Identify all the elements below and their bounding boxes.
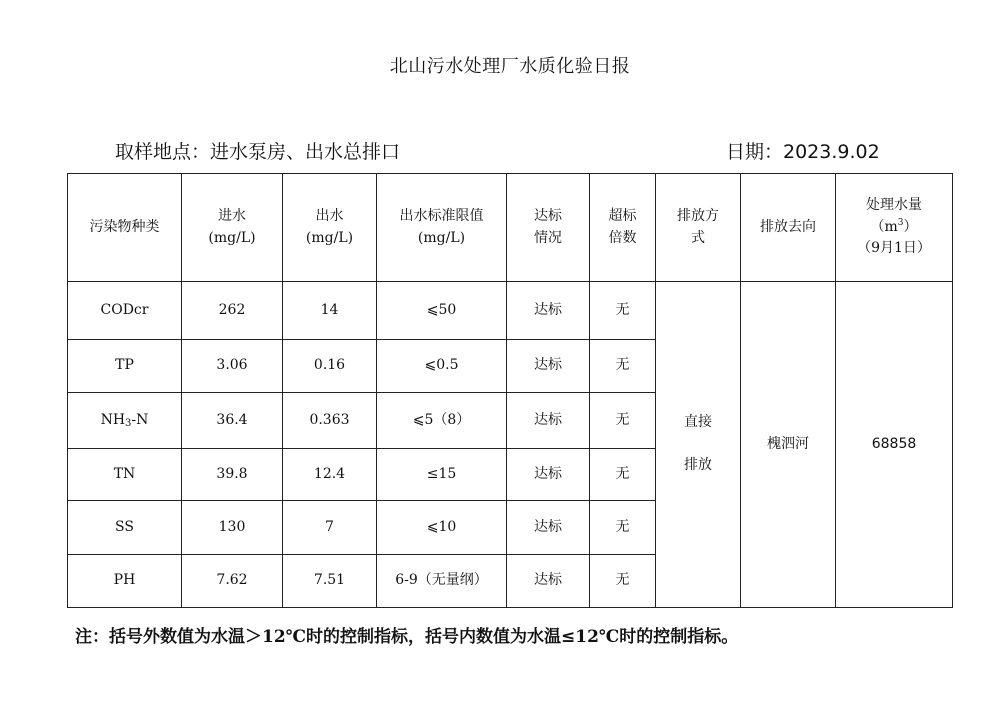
footnote: 注：括号外数值为水温＞12℃时的控制指标，括号内数值为水温≤12℃时的控制指标。	[75, 627, 739, 647]
treated-volume: 68858	[836, 282, 953, 608]
outflow-value: 7	[283, 501, 377, 555]
sampling-location: 取样地点：进水泵房、出水总排口	[115, 141, 401, 163]
status-value: 达标	[507, 282, 590, 340]
report-date: 日期：2023.9.02	[726, 141, 880, 163]
exceed-value: 无	[590, 449, 656, 501]
inflow-value: 39.8	[182, 449, 283, 501]
header-volume: 处理水量 $(m^3)$ （9月1日）	[836, 174, 953, 282]
exceed-value: 无	[590, 501, 656, 555]
exceed-value: 无	[590, 282, 656, 340]
report-title: 北山污水处理厂水质化验日报	[389, 56, 631, 77]
status-value: 达标	[507, 340, 590, 393]
limit-value: 6-9（无量纲）	[377, 555, 507, 608]
outflow-value: 0.363	[283, 393, 377, 449]
table-row	[68, 282, 953, 340]
header-row	[68, 174, 953, 282]
status-value: 达标	[507, 393, 590, 449]
limit-value: ⩽50	[377, 282, 507, 340]
pollutant-name: $NH_3-N$	[68, 393, 182, 449]
pollutant-name: TP	[68, 340, 182, 393]
exceed-value: 无	[590, 393, 656, 449]
header-status: 达标 情况	[507, 174, 590, 282]
inflow-value: 262	[182, 282, 283, 340]
outflow-value: 14	[283, 282, 377, 340]
inflow-value: 36.4	[182, 393, 283, 449]
outflow-value: 0.16	[283, 340, 377, 393]
header-method: 排放方 式	[656, 174, 741, 282]
limit-value: ⩽10	[377, 501, 507, 555]
pollutant-name: CODcr	[68, 282, 182, 340]
exceed-value: 无	[590, 340, 656, 393]
status-value: 达标	[507, 555, 590, 608]
exceed-value: 无	[590, 555, 656, 608]
discharge-direction: 槐泗河	[741, 282, 836, 608]
status-value: 达标	[507, 449, 590, 501]
header-limit: 出水标准限值 (mg/L)	[377, 174, 507, 282]
header-outflow: 出水 (mg/L)	[283, 174, 377, 282]
limit-value: ≤15	[377, 449, 507, 501]
limit-value: ⩽0.5	[377, 340, 507, 393]
water-quality-table	[67, 173, 953, 608]
header-inflow: 进水 (mg/L)	[182, 174, 283, 282]
pollutant-name: SS	[68, 501, 182, 555]
inflow-value: 3.06	[182, 340, 283, 393]
header-type: 污染物种类	[68, 174, 182, 282]
outflow-value: 7.51	[283, 555, 377, 608]
status-value: 达标	[507, 501, 590, 555]
pollutant-name: TN	[68, 449, 182, 501]
pollutant-name: PH	[68, 555, 182, 608]
inflow-value: 130	[182, 501, 283, 555]
outflow-value: 12.4	[283, 449, 377, 501]
header-exceed: 超标 倍数	[590, 174, 656, 282]
discharge-method: 直接 排放	[656, 282, 741, 608]
limit-value: ⩽5（8）	[377, 393, 507, 449]
header-direction: 排放去向	[741, 174, 836, 282]
inflow-value: 7.62	[182, 555, 283, 608]
